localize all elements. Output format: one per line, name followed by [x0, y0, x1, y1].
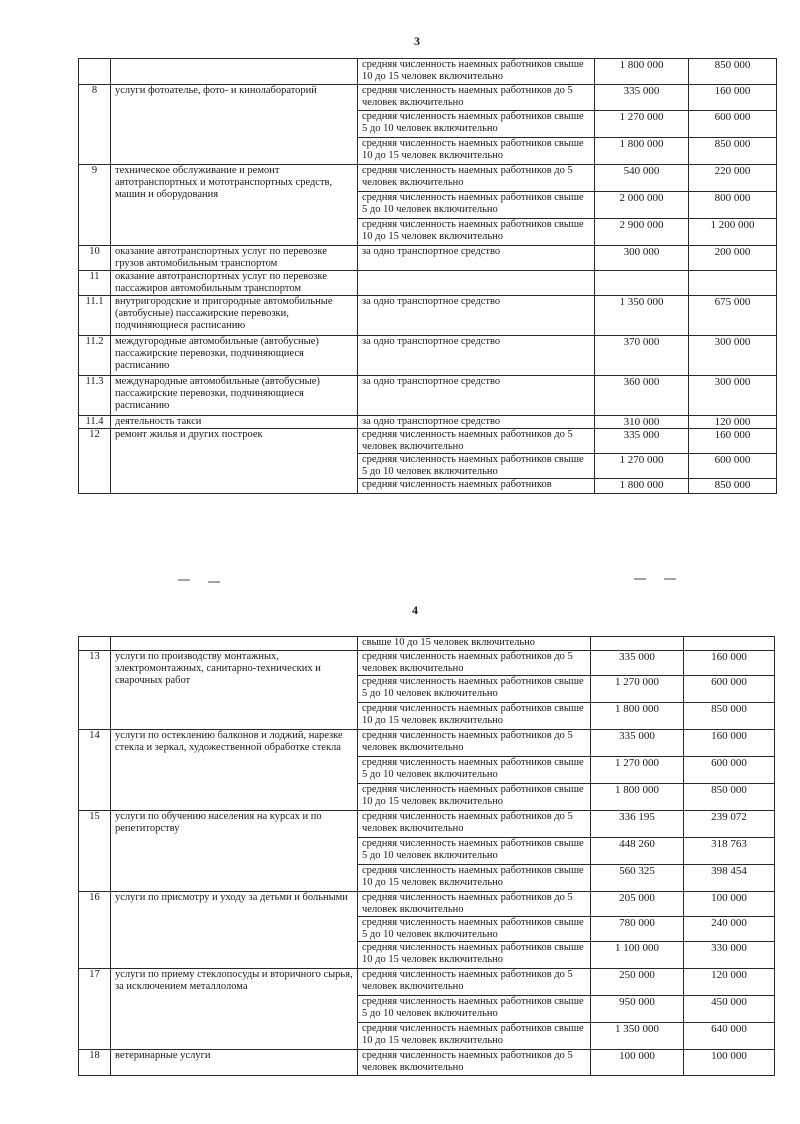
activity-name: оказание автотранспортных услуг по перевозке грузов автомобильным транспортом	[111, 246, 358, 271]
condition-cell: средняя численность наемных работников свыше 5 до 10 человек включительно	[358, 917, 591, 942]
row-number: 14	[79, 730, 111, 811]
activity-name: ветеринарные услуги	[111, 1050, 358, 1076]
row-number: 11.2	[79, 336, 111, 376]
condition-cell: средняя численность наемных работников свыше 10 до 15 человек включительно	[358, 138, 595, 165]
condition-cell: средняя численность наемных работников свыше 5 до 10 человек включительно	[358, 454, 595, 479]
row-number: 13	[79, 651, 111, 730]
potential-income-value: 205 000	[591, 892, 684, 917]
reduced-income-value: 850 000	[689, 138, 777, 165]
table-row	[79, 416, 777, 429]
potential-income-value: 448 260	[591, 838, 684, 865]
row-number: 11.4	[79, 416, 111, 429]
condition-cell: свыше 10 до 15 человек включительно	[358, 637, 591, 651]
activity-name: услуги по присмотру и уходу за детьми и больными	[111, 892, 358, 969]
potential-income-value: 1 800 000	[595, 59, 689, 85]
row-number	[79, 637, 111, 651]
potential-income-value	[591, 637, 684, 651]
condition-cell: средняя численность наемных работников свыше 10 до 15 человек включительно	[358, 703, 591, 730]
condition-cell: средняя численность наемных работников свыше 10 до 15 человек включительно	[358, 219, 595, 246]
row-number: 15	[79, 811, 111, 892]
potential-income-value: 370 000	[595, 336, 689, 376]
potential-income-value: 1 270 000	[595, 111, 689, 138]
reduced-income-value: 318 763	[684, 838, 775, 865]
reduced-income-value: 239 072	[684, 811, 775, 838]
table-row	[79, 85, 777, 111]
reduced-income-value: 300 000	[689, 336, 777, 376]
condition-cell: средняя численность наемных работников свыше 10 до 15 человек включительно	[358, 1023, 591, 1050]
activity-name: внутригородские и пригородные автомобильные (автобусные) пассажирские перевозки, подчиняющиеся расписанию	[111, 296, 358, 336]
condition-cell: средняя численность наемных работников до 5 человек включительно	[358, 892, 591, 917]
reduced-income-value	[684, 637, 775, 651]
potential-income-value: 1 800 000	[591, 784, 684, 811]
reduced-income-value: 160 000	[689, 85, 777, 111]
potential-income-value: 336 195	[591, 811, 684, 838]
table-row	[79, 637, 775, 651]
condition-cell: за одно транспортное средство	[358, 336, 595, 376]
potential-income-value: 560 325	[591, 865, 684, 892]
row-number: 9	[79, 165, 111, 246]
reduced-income-value: 600 000	[684, 757, 775, 784]
potential-income-value: 1 270 000	[595, 454, 689, 479]
condition-cell: средняя численность наемных работников до 5 человек включительно	[358, 85, 595, 111]
potential-income-value: 335 000	[591, 730, 684, 757]
reduced-income-value: 200 000	[689, 246, 777, 271]
reduced-income-value: 850 000	[689, 59, 777, 85]
reduced-income-value: 850 000	[684, 703, 775, 730]
table-row	[79, 271, 777, 296]
condition-cell: за одно транспортное средство	[358, 416, 595, 429]
condition-cell: средняя численность наемных работников	[358, 479, 595, 494]
potential-income-value: 2 000 000	[595, 192, 689, 219]
potential-income-value: 1 350 000	[595, 296, 689, 336]
condition-cell: средняя численность наемных работников свыше 5 до 10 человек включительно	[358, 192, 595, 219]
reduced-income-value: 640 000	[684, 1023, 775, 1050]
scan-artifact	[634, 578, 646, 580]
condition-cell: средняя численность наемных работников до 5 человек включительно	[358, 811, 591, 838]
scan-artifact	[664, 578, 676, 580]
potential-income-value: 1 270 000	[591, 676, 684, 703]
condition-cell: за одно транспортное средство	[358, 246, 595, 271]
table-row	[79, 376, 777, 416]
potential-income-value	[595, 271, 689, 296]
activity-name: междугородные автомобильные (автобусные) пассажирские перевозки, подчиняющиеся расписанию	[111, 336, 358, 376]
potential-income-value: 1 350 000	[591, 1023, 684, 1050]
reduced-income-value: 300 000	[689, 376, 777, 416]
row-number: 8	[79, 85, 111, 165]
potential-income-value: 360 000	[595, 376, 689, 416]
condition-cell: средняя численность наемных работников свыше 10 до 15 человек включительно	[358, 942, 591, 969]
table-row	[79, 429, 777, 454]
potential-income-value: 1 800 000	[591, 703, 684, 730]
row-number: 18	[79, 1050, 111, 1076]
condition-cell: средняя численность наемных работников свыше 5 до 10 человек включительно	[358, 676, 591, 703]
condition-cell: средняя численность наемных работников до 5 человек включительно	[358, 429, 595, 454]
reduced-income-value: 675 000	[689, 296, 777, 336]
condition-cell: за одно транспортное средство	[358, 296, 595, 336]
condition-cell: средняя численность наемных работников до 5 человек включительно	[358, 969, 591, 996]
page-number: 4	[412, 603, 418, 617]
table-row	[79, 892, 775, 917]
table-row	[79, 651, 775, 676]
reduced-income-value: 240 000	[684, 917, 775, 942]
condition-cell: средняя численность наемных работников свыше 10 до 15 человек включительно	[358, 784, 591, 811]
activity-name	[111, 59, 358, 85]
potential-income-value: 335 000	[591, 651, 684, 676]
reduced-income-value	[689, 271, 777, 296]
potential-income-value: 950 000	[591, 996, 684, 1023]
table-row	[79, 59, 777, 85]
reduced-income-value: 600 000	[689, 111, 777, 138]
activity-name: услуги по производству монтажных, электромонтажных, санитарно-технических и сварочных работ	[111, 651, 358, 730]
activity-name	[111, 637, 358, 651]
reduced-income-value: 160 000	[684, 651, 775, 676]
table-row	[79, 811, 775, 838]
activity-name: международные автомобильные (автобусные) пассажирские перевозки, подчиняющиеся расписанию	[111, 376, 358, 416]
potential-income-value: 300 000	[595, 246, 689, 271]
row-number: 12	[79, 429, 111, 494]
row-number: 16	[79, 892, 111, 969]
tax-rate-table-page-4	[78, 636, 775, 1076]
potential-income-value: 540 000	[595, 165, 689, 192]
reduced-income-value: 850 000	[684, 784, 775, 811]
condition-cell: средняя численность наемных работников до 5 человек включительно	[358, 651, 591, 676]
condition-cell: средняя численность наемных работников свыше 5 до 10 человек включительно	[358, 838, 591, 865]
reduced-income-value: 160 000	[689, 429, 777, 454]
potential-income-value: 780 000	[591, 917, 684, 942]
potential-income-value: 1 800 000	[595, 479, 689, 494]
condition-cell: средняя численность наемных работников свыше 5 до 10 человек включительно	[358, 757, 591, 784]
condition-cell: средняя численность наемных работников свыше 5 до 10 человек включительно	[358, 111, 595, 138]
row-number: 11.1	[79, 296, 111, 336]
table-row	[79, 730, 775, 757]
table-row	[79, 1050, 775, 1076]
reduced-income-value: 100 000	[684, 1050, 775, 1076]
condition-cell: средняя численность наемных работников до 5 человек включительно	[358, 730, 591, 757]
potential-income-value: 2 900 000	[595, 219, 689, 246]
potential-income-value: 335 000	[595, 429, 689, 454]
row-number: 11	[79, 271, 111, 296]
condition-cell: средняя численность наемных работников свыше 10 до 15 человек включительно	[358, 59, 595, 85]
potential-income-value: 100 000	[591, 1050, 684, 1076]
reduced-income-value: 100 000	[684, 892, 775, 917]
potential-income-value: 250 000	[591, 969, 684, 996]
activity-name: услуги по обучению населения на курсах и по репетиторству	[111, 811, 358, 892]
potential-income-value: 1 800 000	[595, 138, 689, 165]
table-row	[79, 165, 777, 192]
activity-name: деятельность такси	[111, 416, 358, 429]
page-number: 3	[414, 34, 420, 48]
reduced-income-value: 850 000	[689, 479, 777, 494]
reduced-income-value: 120 000	[689, 416, 777, 429]
potential-income-value: 1 100 000	[591, 942, 684, 969]
reduced-income-value: 160 000	[684, 730, 775, 757]
reduced-income-value: 330 000	[684, 942, 775, 969]
table-row	[79, 296, 777, 336]
activity-name: техническое обслуживание и ремонт автотранспортных и мототранспортных средств, машин и оборудования	[111, 165, 358, 246]
potential-income-value: 1 270 000	[591, 757, 684, 784]
condition-cell: средняя численность наемных работников до 5 человек включительно	[358, 165, 595, 192]
condition-cell: за одно транспортное средство	[358, 376, 595, 416]
reduced-income-value: 800 000	[689, 192, 777, 219]
table-row	[79, 336, 777, 376]
reduced-income-value: 1 200 000	[689, 219, 777, 246]
activity-name: услуги по приему стеклопосуды и вторичного сырья, за исключением металлолома	[111, 969, 358, 1050]
reduced-income-value: 600 000	[684, 676, 775, 703]
activity-name: оказание автотранспортных услуг по перевозке пассажиров автомобильным транспортом	[111, 271, 358, 296]
reduced-income-value: 120 000	[684, 969, 775, 996]
condition-cell: средняя численность наемных работников свыше 10 до 15 человек включительно	[358, 865, 591, 892]
reduced-income-value: 220 000	[689, 165, 777, 192]
potential-income-value: 335 000	[595, 85, 689, 111]
reduced-income-value: 398 454	[684, 865, 775, 892]
tax-rate-table-page-3	[78, 58, 777, 494]
condition-cell: средняя численность наемных работников свыше 5 до 10 человек включительно	[358, 996, 591, 1023]
table-row	[79, 246, 777, 271]
activity-name: услуги фотоателье, фото- и кинолабораторий	[111, 85, 358, 165]
row-number	[79, 59, 111, 85]
row-number: 10	[79, 246, 111, 271]
potential-income-value: 310 000	[595, 416, 689, 429]
condition-cell: средняя численность наемных работников до 5 человек включительно	[358, 1050, 591, 1076]
row-number: 11.3	[79, 376, 111, 416]
scan-artifact	[178, 579, 190, 581]
row-number: 17	[79, 969, 111, 1050]
table-row	[79, 969, 775, 996]
reduced-income-value: 600 000	[689, 454, 777, 479]
scan-artifact	[208, 581, 220, 583]
activity-name: услуги по остеклению балконов и лоджий, нарезке стекла и зеркал, художественной обработке стекла	[111, 730, 358, 811]
activity-name: ремонт жилья и других построек	[111, 429, 358, 494]
condition-cell	[358, 271, 595, 296]
reduced-income-value: 450 000	[684, 996, 775, 1023]
